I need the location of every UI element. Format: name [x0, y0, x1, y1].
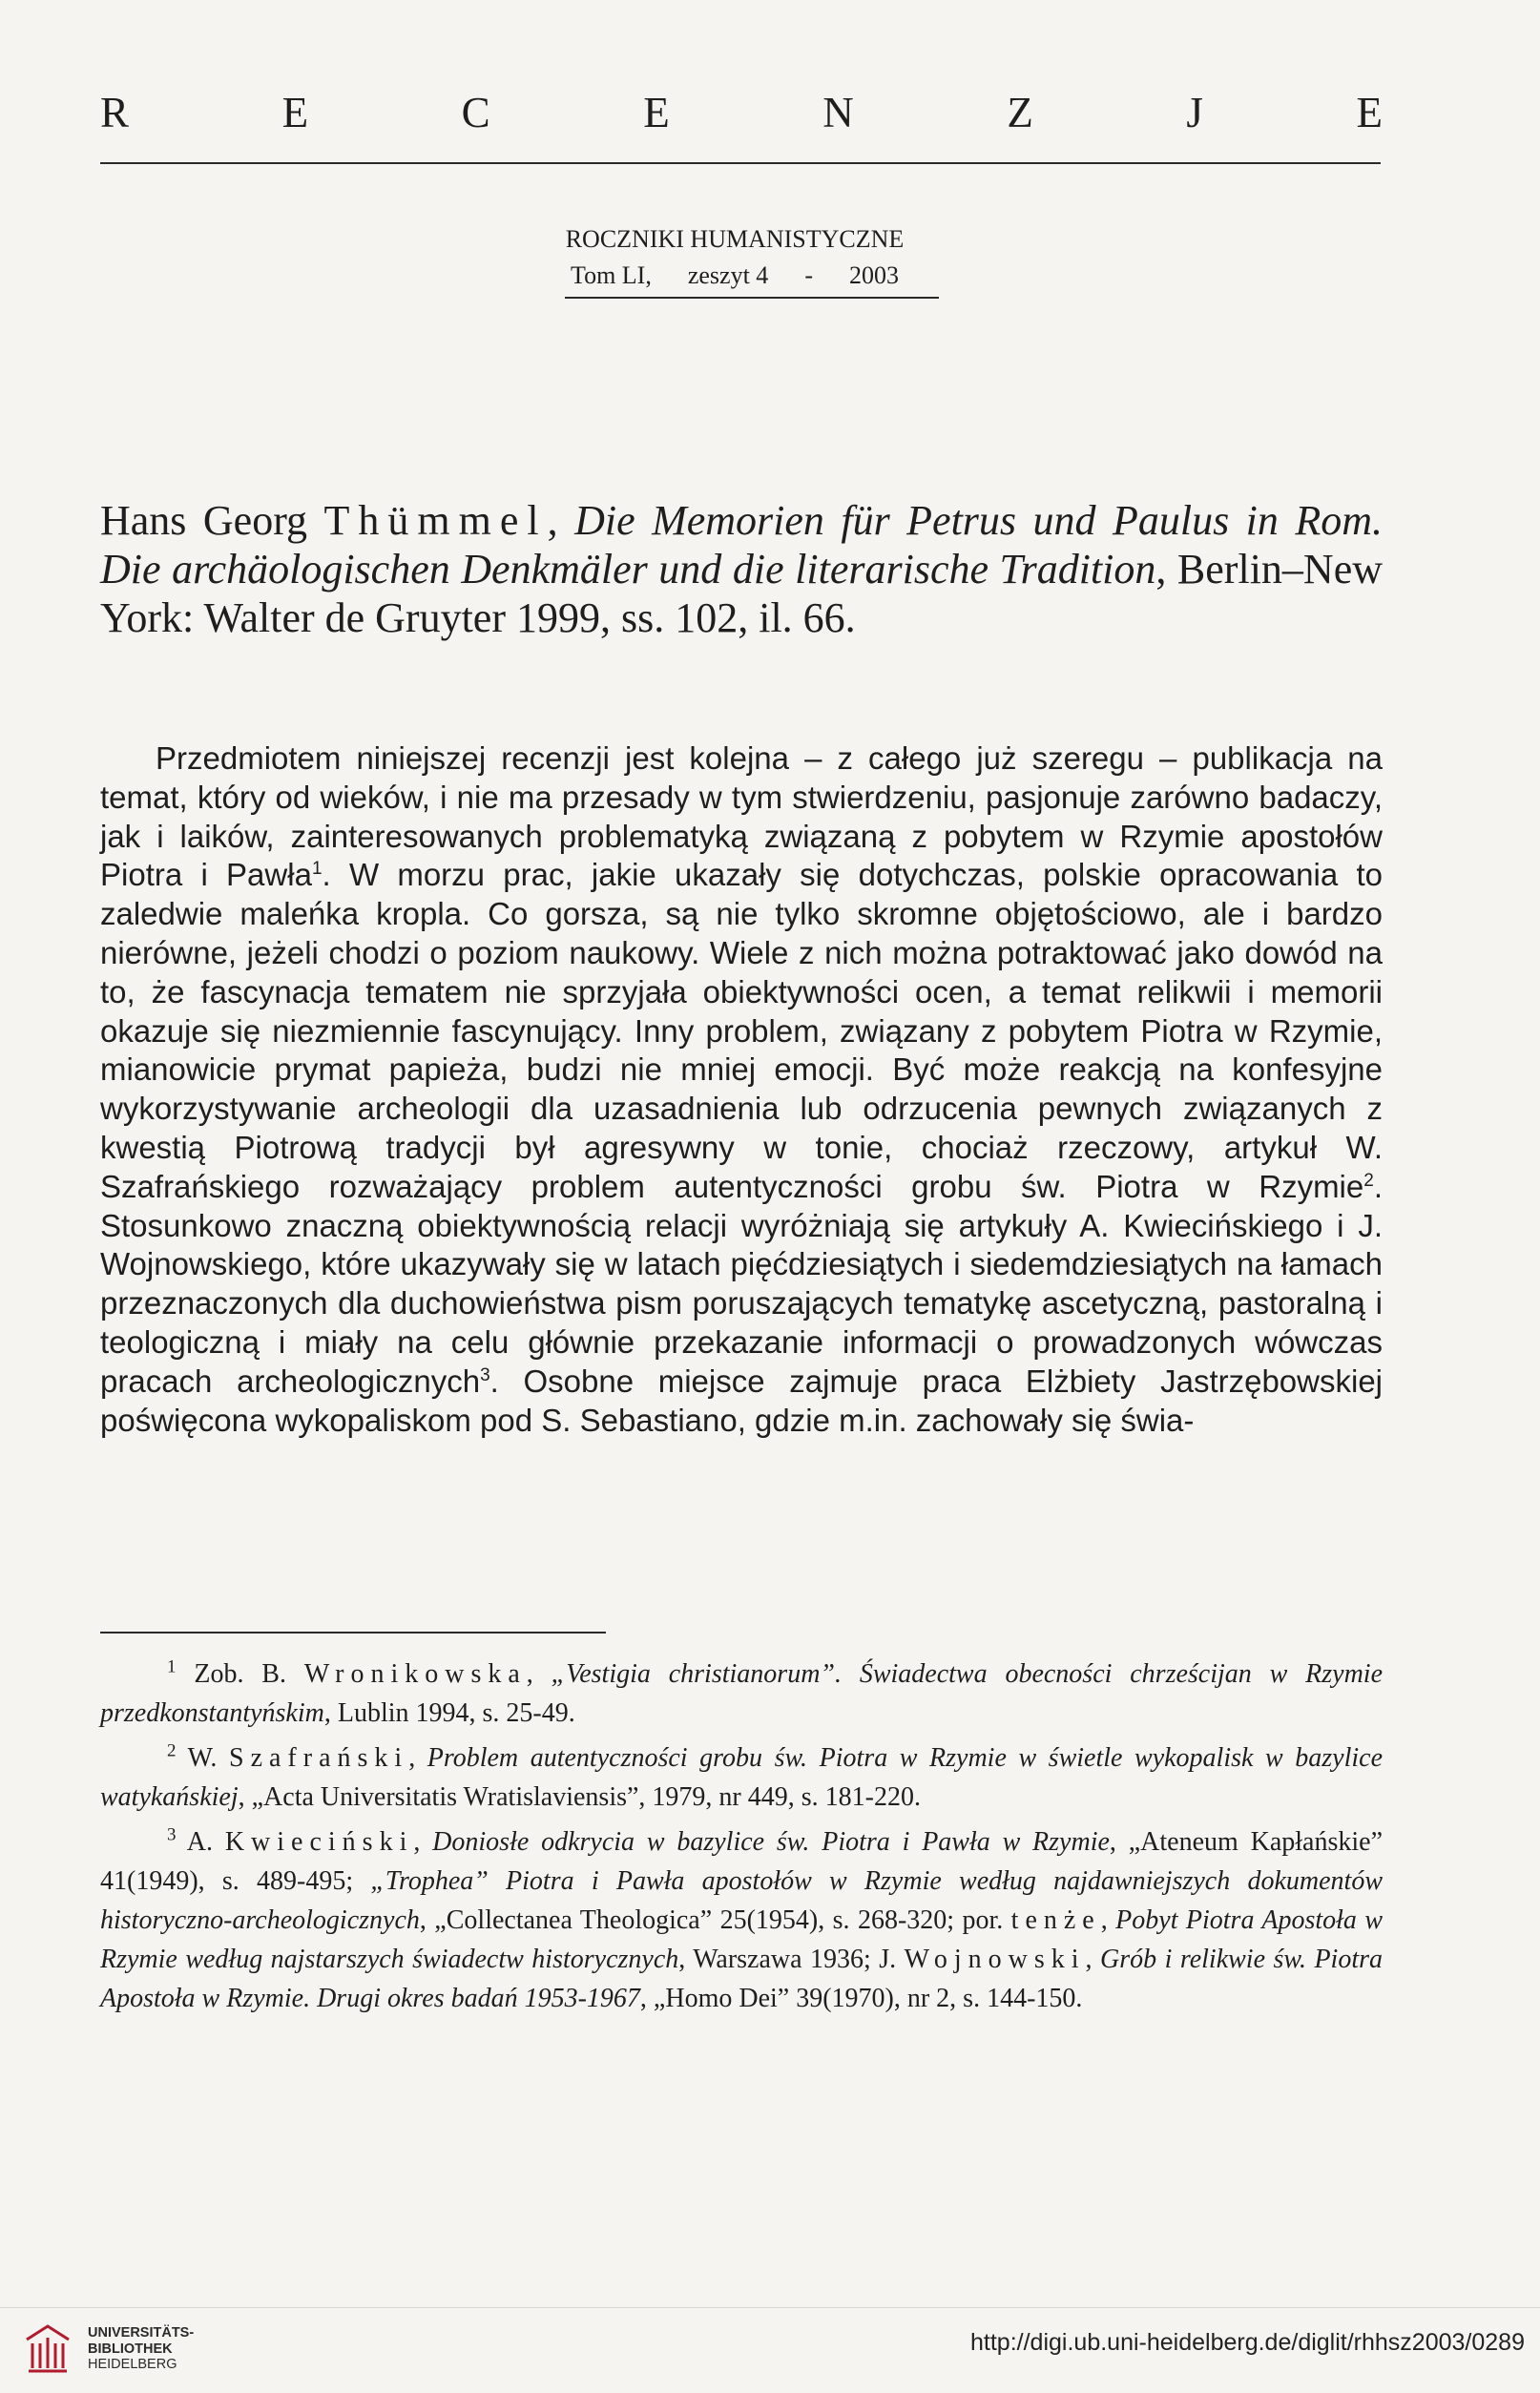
heading-letter: E [1356, 89, 1383, 136]
footnote-ref: 1 [311, 859, 323, 880]
footnote-title: „Trophea” Piotra i Pawła apostołów w Rzymie według najdawniejszych dokumentów historyczno-archeologicznych [100, 1866, 1383, 1935]
footnote-author: Wojnowski [904, 1945, 1086, 1974]
journal-divider [565, 297, 939, 299]
footnote-title: Problem autentyczności grobu św. Piotra w Rzymie w świetle wykopalisk w bazylice watykańskiej [100, 1743, 1383, 1812]
journal-info [515, 221, 954, 294]
footnote-text: , Warszawa 1936; J. [678, 1945, 905, 1974]
footnote-number: 2 [167, 1740, 177, 1761]
footnote-text: , „Ateneum Kapłańskie” 41(1949), s. 489-495; [100, 1827, 1384, 1896]
heading-letter: C [461, 89, 490, 136]
body-text-segment: . Stosunkowo znaczną obiektywnością relacji wyróżniają się artykuły A. Kwiecińskiego i J. Wojnowskiego, które ukazywały się w latach pięćdziesiątych i siedemdziesiątych na łamach przeznaczonych dla duchowieństwa pism poruszających tematykę ascetyczną, pastoralną i teologiczną i miały na celu głównie przekazanie informacji o prowadzonych wówczas pracach archeologicznych [100, 1168, 1383, 1399]
heading-letter: R [100, 89, 130, 136]
library-logo-icon [19, 2319, 76, 2376]
footnote-title: Pobyt Piotra Apostoła w Rzymie według najstarszych świadectw historycznych [100, 1905, 1383, 1974]
body-text-segment: Przedmiotem niniejszej recenzji jest kolejna – z całego już szeregu – publikacja na temat, który od wieków, i nie ma przesady w tym stwierdzeniu, pasjonuje zarówno badaczy, jak i laików, zainteresowanych problematyką związaną z pobytem w Rzymie apostołów Piotra i Pawła [100, 740, 1383, 893]
footnote-text: , [413, 1827, 433, 1857]
footnote-1 [100, 1654, 1383, 1733]
footnote-author: Szafrański [229, 1743, 409, 1773]
footnote-text: , „Acta Universitatis Wratislaviensis”, 1979, nr 449, s. 181-220. [238, 1782, 921, 1812]
journal-volume [515, 258, 954, 294]
footnote-author: Kwieciński [224, 1827, 414, 1857]
footnote-number: 3 [167, 1824, 177, 1845]
footnote-title: „Vestigia christianorum”. Świadectwa obecności chrześcijan w Rzymie przedkonstantyńskim [100, 1659, 1384, 1728]
footnote-2 [100, 1738, 1383, 1817]
heading-letter: E [281, 89, 309, 136]
footnote-text: , [1100, 1905, 1116, 1935]
source-url-link[interactable]: http://digi.ub.uni-heidelberg.de/diglit/rhhsz2003/0289 [970, 2329, 1525, 2356]
footnote-title: Doniosłe odkrycia w bazylice św. Piotra i Pawła w Rzymie [432, 1827, 1110, 1857]
heading-letter: N [822, 89, 854, 136]
footnote-divider [100, 1632, 606, 1633]
journal-tom: Tom LI, [571, 261, 652, 289]
footnote-text: , Lublin 1994, s. 25-49. [323, 1698, 575, 1728]
library-name [88, 2325, 194, 2373]
review-body-paragraph [100, 739, 1383, 1440]
journal-dash: - [804, 261, 813, 289]
library-name-line: HEIDELBERG [88, 2357, 177, 2372]
review-author-first: Hans Georg [100, 497, 324, 544]
review-author-last: Thümmel [323, 497, 548, 544]
journal-zeszyt: zeszyt 4 [687, 261, 769, 289]
heading-letter: Z [1007, 89, 1033, 136]
footnote-ref: 3 [480, 1364, 490, 1385]
journal-name: ROCZNIKI HUMANISTYCZNE [565, 225, 905, 253]
footnote-title: Grób i relikwie św. Piotra Apostoła w Rzymie. Drugi okres badań 1953-1967 [100, 1945, 1384, 2013]
footnotes [100, 1654, 1383, 2024]
footnote-text: A. [176, 1827, 225, 1857]
title-separator: , [547, 497, 575, 544]
library-name-line: BIBLIOTHEK [88, 2341, 173, 2357]
library-name-line: UNIVERSITÄTS- [88, 2325, 195, 2341]
header-divider [100, 162, 1381, 164]
body-text-segment: . W morzu prac, jakie ukazały się dotychczas, polskie opracowania to zaledwie maleńka kropla. Co gorsza, są nie tylko skromne objętościowo, ale i bardzo nierówne, jeżeli chodzi o poziom naukowy. Wiele z nich można potraktować jako dowód na to, że fascynacja tematem nie sprzyjała obiektywności ocen, a temat relikwii i memorii okazuje się niezmiennie fascynujący. Inny problem, związany z pobytem Piotra w Rzymie, mianowicie prymat papieża, budzi nie mniej emocji. Być może reakcją na konfesyjne wykorzystywanie archeologii dla uzasadnienia lub odrzucenia pewnych związanych z kwestią Piotrową tradycji był agresywny w tonie, chociaż rzeczowy, artykuł W. Szafrańskiego rozważający problem autentyczności grobu św. Piotra w Rzymie [100, 857, 1383, 1204]
review-title [100, 496, 1383, 642]
section-heading [100, 88, 1383, 137]
footnote-text: , [526, 1659, 551, 1689]
journal-year: 2003 [848, 261, 899, 289]
footnote-ref: 2 [1363, 1170, 1374, 1191]
footnote-text: , „Collectanea Theologica” 25(1954), s. 268-320; por. [419, 1905, 1011, 1935]
footnote-text: Zob. B. [176, 1659, 304, 1689]
heading-letter: J [1186, 89, 1203, 136]
footnote-author: tenże [1010, 1905, 1101, 1935]
footnote-text: W. [176, 1743, 229, 1773]
footnote-3 [100, 1822, 1383, 2018]
footer-divider [0, 2307, 1540, 2308]
footnote-text: , „Homo Dei” 39(1970), nr 2, s. 144-150. [639, 1984, 1083, 2013]
heading-letter: E [643, 89, 670, 136]
review-book-title: Die Memorien für Petrus und Paulus in Rom. Die archäologischen Denkmäler und die literarische Tradition [100, 497, 1383, 593]
review-publication: , Berlin–New York: Walter de Gruyter 1999, ss. 102, il. 66. [100, 546, 1383, 641]
footnote-author: Wronikowska [303, 1659, 527, 1689]
body-text-segment: . Osobne miejsce zajmuje praca Elżbiety Jastrzębowskiej poświęcona wykopaliskom pod S. Sebastiano, gdzie m.in. zachowały się świa- [100, 1363, 1384, 1438]
footnote-number: 1 [167, 1656, 177, 1677]
footnote-text: , [1085, 1945, 1101, 1974]
footnote-text: , [408, 1743, 427, 1773]
